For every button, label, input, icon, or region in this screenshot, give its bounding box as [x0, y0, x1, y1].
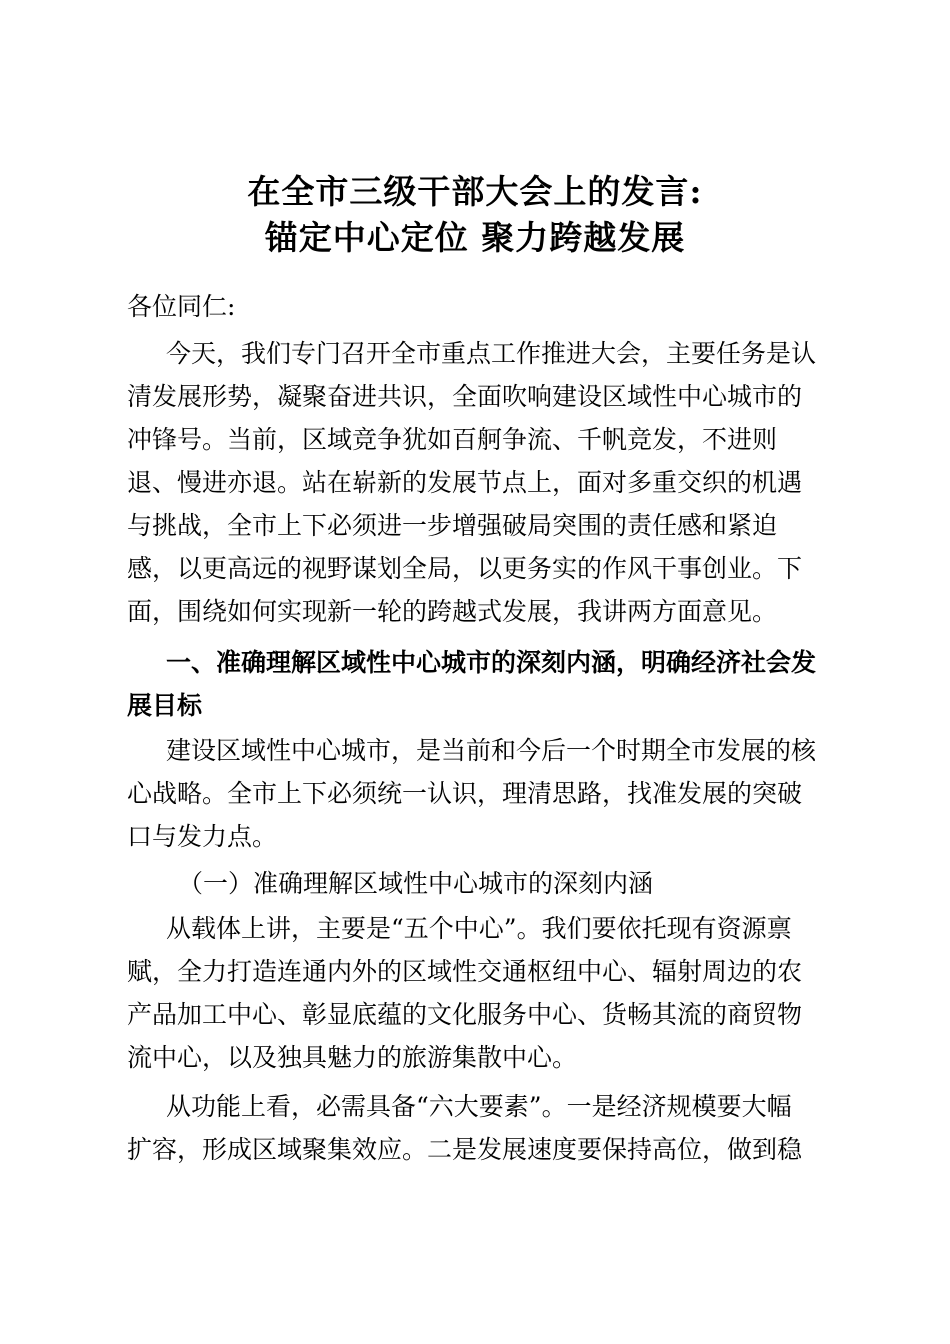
- paragraph-line: 流中心，以及独具魅力的旅游集散中心。: [127, 1043, 578, 1072]
- paragraph-line: 从载体上讲，主要是“五个中心”。我们要依托现有资源禀: [166, 914, 792, 943]
- paragraph-line: 口与发力点。: [127, 822, 278, 851]
- paragraph-line: 面，围绕如何实现新一轮的跨越式发展，我讲两方面意见。: [127, 597, 778, 626]
- paragraph-line: 从功能上看，必需具备“六大要素”。一是经济规模要大幅: [166, 1092, 792, 1121]
- subsection-heading: （一）准确理解区域性中心城市的深刻内涵: [178, 869, 654, 898]
- document-title-line-1: 在全市三级干部大会上的发言:: [247, 172, 703, 211]
- paragraph-line: 心战略。全市上下必须统一认识，理清思路，找准发展的突破: [127, 779, 803, 808]
- document-title-line-2: 锚定中心定位 聚力跨越发展: [264, 218, 686, 257]
- paragraph-line: 感，以更高远的视野谋划全局，以更务实的作风干事创业。下: [127, 554, 803, 583]
- paragraph-line: 今天，我们专门召开全市重点工作推进大会，主要任务是认: [166, 339, 817, 368]
- paragraph-line: 清发展形势，凝聚奋进共识，全面吹响建设区域性中心城市的: [127, 382, 803, 411]
- paragraph-line: 赋，全力打造连通内外的区域性交通枢纽中心、辐射周边的农: [127, 957, 803, 986]
- paragraph-line: 与挑战，全市上下必须进一步增强破局突围的责任感和紧迫: [127, 511, 778, 540]
- paragraph-line: 冲锋号。当前，区域竞争犹如百舸争流、千帆竞发，不进则: [127, 425, 778, 454]
- section-heading-line: 一、准确理解区域性中心城市的深刻内涵，明确经济社会发: [166, 648, 817, 677]
- paragraph-line: 产品加工中心、彰显底蕴的文化服务中心、货畅其流的商贸物: [127, 1000, 803, 1029]
- paragraph-line: 退、慢进亦退。站在崭新的发展节点上，面对多重交织的机遇: [127, 468, 803, 497]
- salutation: 各位同仁:: [127, 292, 236, 321]
- section-heading-line: 展目标: [127, 691, 203, 720]
- paragraph-line: 扩容，形成区域聚集效应。二是发展速度要保持高位，做到稳: [127, 1135, 803, 1164]
- paragraph-line: 建设区域性中心城市，是当前和今后一个时期全市发展的核: [166, 736, 817, 765]
